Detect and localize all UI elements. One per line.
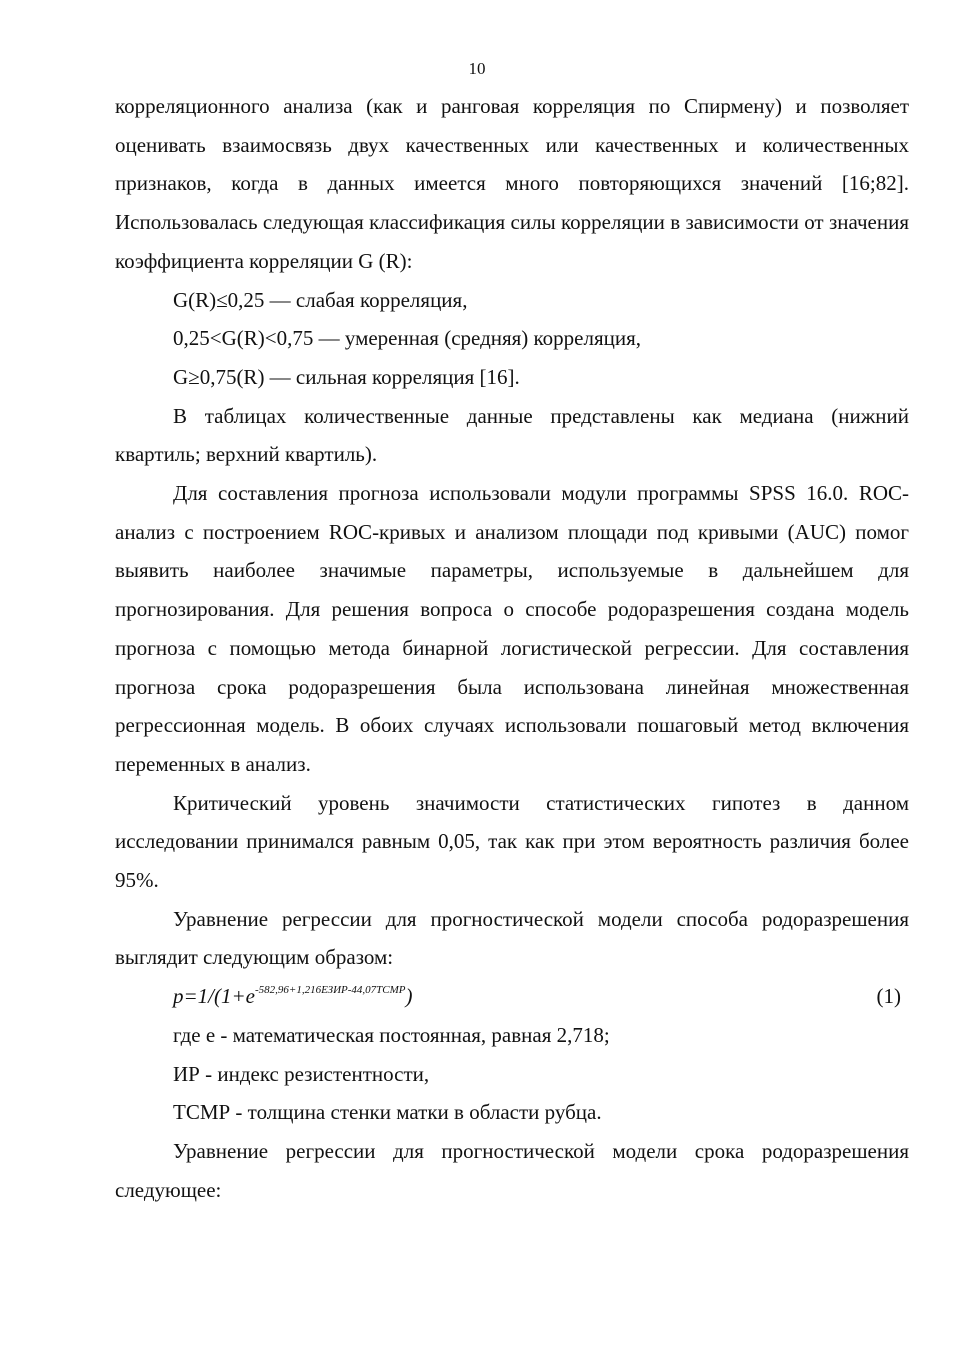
document-body [115,87,909,1209]
correlation-class-weak: G(R)≤0,25 — слабая корреляция, [173,287,468,312]
regression-formula [173,984,413,1008]
paragraph-correlation-intro: корреляционного анализа (как и ранговая корреляция по Спирмену) и позволяет оценивать взаимосвязь двух качественных или качественных и количественных признаков, когда в данных имеется много повторяющихся значений [16;82]. Использовалась следующая классификация силы корреляции в зависимости от значения коэффициента корреляции G (R): [115,94,909,273]
formula-number: (1) [876,984,901,1009]
paragraph-regression-delivery-term: Уравнение регрессии для прогностической модели срока родоразрешения следующее: [115,1138,909,1202]
page-number: 10 [468,59,486,78]
paragraph-regression-delivery-method: Уравнение регрессии для прогностической модели способа родоразрешения выглядит следующим образом: [115,906,909,970]
formula-close: ) [405,984,413,1009]
formula-main: p=1/(1+e [173,984,255,1009]
paragraph-spss-roc: Для составления прогноза использовали модули программы SPSS 16.0. ROC-анализ с построением ROC-кривых и анализом площади под кривыми (AUC) помог выявить наиболее значимые параметры, используемые в дальнейшем для прогнозирования. Для решения вопроса о способе родоразрешения создана модель прогноза с помощью метода бинарной логистической регрессии. Для составления прогноза срока родоразрешения была использована линейная множественная регрессионная модель. В обоих случаях использовали пошаговый метод включения переменных в анализ. [115,481,909,776]
correlation-class-strong: G≥0,75(R) — сильная корреляция [16]. [173,364,520,389]
formula-row [115,977,909,1016]
definition-tsmr: ТСМР - толщина стенки матки в области рубца. [173,1100,602,1125]
definition-ir: ИР - индекс резистентности, [173,1061,430,1086]
definition-e: где е - математическая постоянная, равная 2,718; [173,1022,610,1047]
paragraph-significance-level: Критический уровень значимости статистических гипотез в данном исследовании принимался равным 0,05, так как при этом вероятность различия более 95%. [115,790,909,893]
correlation-class-moderate: 0,25<G(R)<0,75 — умеренная (средняя) корреляция, [173,326,642,351]
paragraph-tables-median: В таблицах количественные данные представлены как медиана (нижний квартиль; верхний квартиль). [115,403,909,467]
formula-exponent: -582,96+1,216ЕЗИР-44,07ТСМР [255,984,406,997]
